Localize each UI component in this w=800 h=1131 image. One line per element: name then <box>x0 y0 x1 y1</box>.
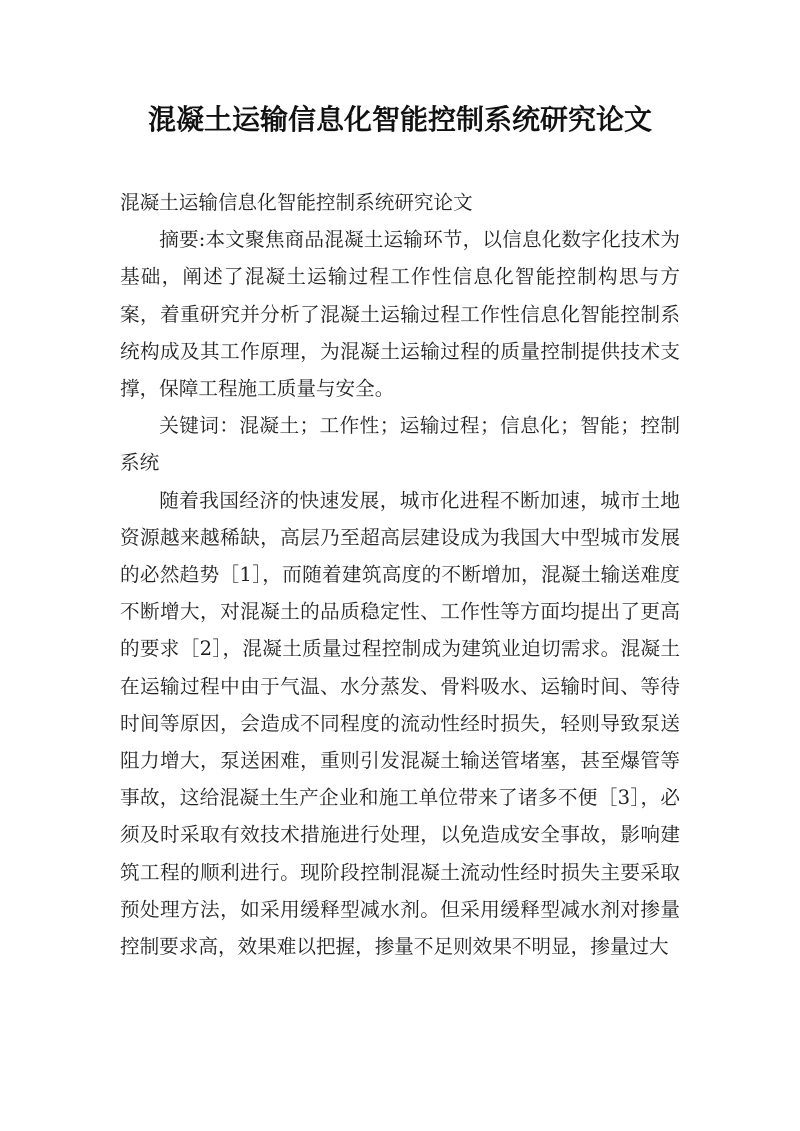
body-paragraph: 随着我国经济的快速发展，城市化进程不断加速，城市土地资源越来越稀缺，高层乃至超高层建设成为我国大中型城市发展的必然趋势［1］，而随着建筑高度的不断增加，混凝土输送难度不断增大，对混凝土的品质稳定性、工作性等方面均提出了更高的要求［2］，混凝土质量过程控制成为建筑业迫切需求。混凝土在运输过程中由于气温、水分蒸发、骨料吸水、运输时间、等待时间等原因，会造成不同程度的流动性经时损失，轻则导致泵送阻力增大，泵送困难，重则引发混凝土输送管堵塞，甚至爆管等事故，这给混凝土生产企业和施工单位带来了诸多不便［3］，必须及时采取有效技术措施进行处理，以免造成安全事故，影响建筑工程的顺利进行。现阶段控制混凝土流动性经时损失主要采取预处理方法，如采用缓释型减水剂。但采用缓释型减水剂对掺量控制要求高，效果难以把握，掺量不足则效果不明显，掺量过大 <box>120 488 680 959</box>
page-title: 混凝土运输信息化智能控制系统研究论文 <box>147 103 652 136</box>
subtitle-line: 混凝土运输信息化智能控制系统研究论文 <box>120 191 473 214</box>
document-body <box>120 184 680 965</box>
keywords-paragraph: 关键词：混凝土；工作性；运输过程；信息化；智能；控制系统 <box>120 414 680 475</box>
abstract-paragraph: 摘要:本文聚焦商品混凝土运输环节，以信息化数字化技术为基础，阐述了混凝土运输过程工作性信息化智能控制构思与方案，着重研究并分析了混凝土运输过程工作性信息化智能控制系统构成及其工作原理，为混凝土运输过程的质量控制提供技术支撑，保障工程施工质量与安全。 <box>120 228 680 401</box>
